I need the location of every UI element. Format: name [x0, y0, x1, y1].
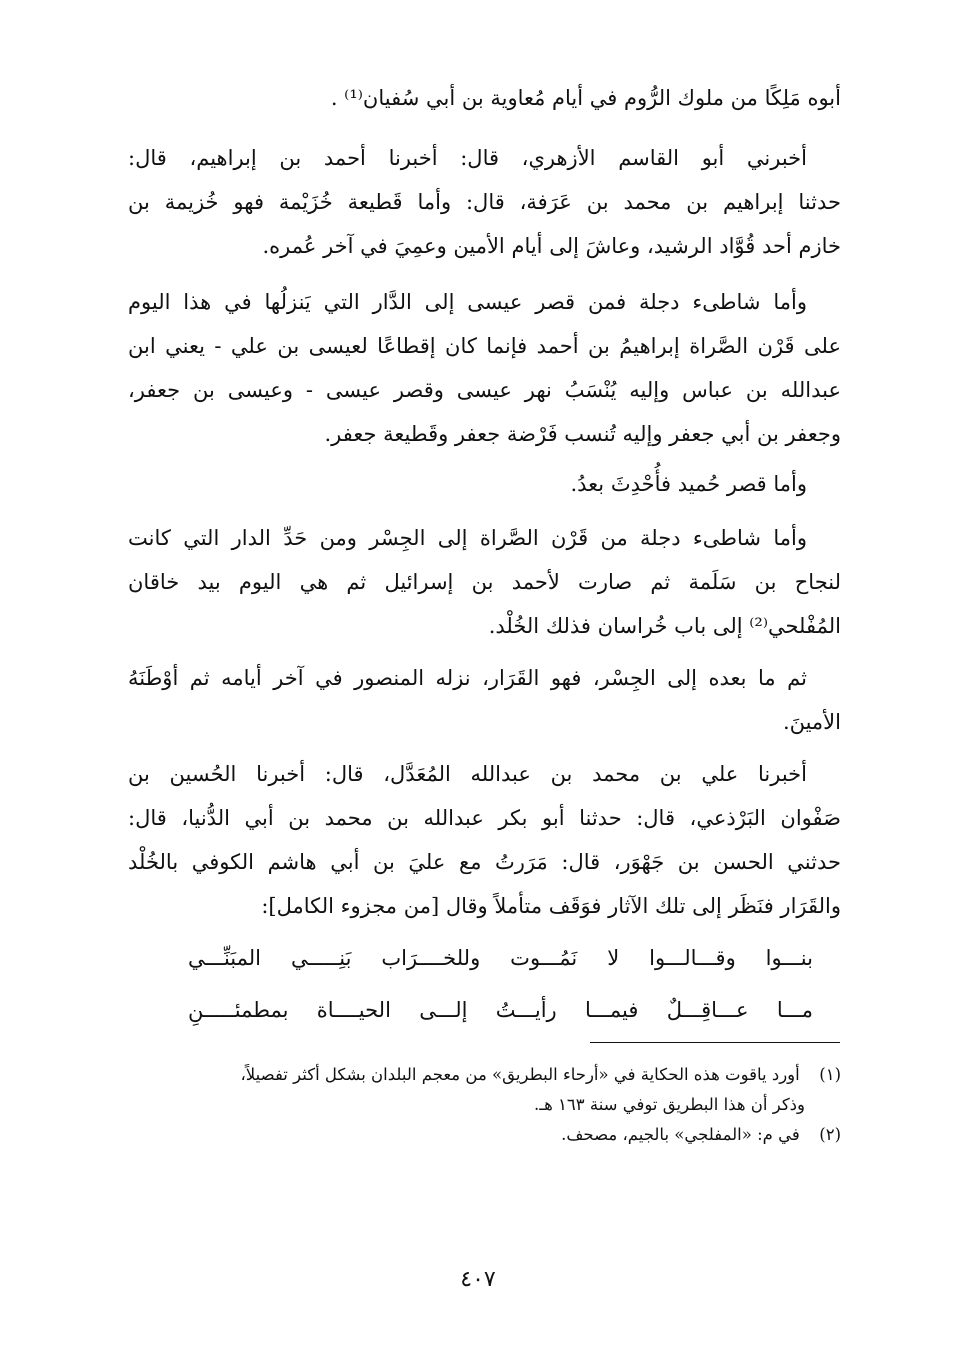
text-line: الأمينَ.	[782, 710, 841, 734]
text-line: لنجاح بن سَلَمة ثم صارت لأحمد بن إسرائيل ثم هي اليوم بيد خاقان	[128, 570, 841, 594]
text-line: على قَرْن الصَّراة إبراهيمُ بن أحمد فإنما كان إقطاعًا لعيسى بن علي - يعني ابن	[128, 334, 841, 358]
text-line: أخبرنا علي بن محمد بن عبدالله المُعَدَّل، قال: أخبرنا الحُسين بن	[128, 762, 807, 786]
footnote-number: (٢)	[819, 1125, 841, 1144]
page-number: ٤٠٧	[460, 1267, 496, 1292]
footnote-number: (١)	[819, 1065, 841, 1084]
footnote-1	[128, 1060, 841, 1090]
text-line: وجعفر بن أبي جعفر وإليه تُنسب فَرْضة جعفر وقَطيعة جعفر.	[324, 422, 841, 446]
text-line: وأما شاطىء دجلة من قَرْن الصَّراة إلى الجِسْر ومن حَدِّ الدار التي كانت	[128, 526, 807, 550]
footnote-separator	[590, 1042, 840, 1043]
text-line: أخبرني أبو القاسم الأزهري، قال: أخبرنا أحمد بن إبراهيم، قال:	[128, 146, 807, 170]
text-line: حدثنا إبراهيم بن محمد بن عَرَفة، قال: وأما قَطيعة خُزَيْمة فهو خُزيمة بن	[128, 190, 841, 214]
text-line: والقَرَار فنَظَر إلى تلك الآثار فوَقَف متأملاً وقال [من مجزوء الكامل]:	[261, 894, 841, 918]
text-line: المُفْلحي⁽²⁾ إلى باب خُراسان فذلك الخُلْد.	[488, 614, 841, 638]
poem-verse: مـــا عـــاقِـــلٌ فيمـــا رأيـــتُ إلـــى الحيــــاة بمطمئـــــنِ	[188, 998, 813, 1022]
footnote-1-continuation: وذكر أن هذا البطريق توفي سنة ١٦٣ هـ.	[533, 1095, 805, 1114]
footnote-text: في م: «المفلجي» بالجيم، مصحف.	[561, 1125, 800, 1144]
footnote-text: أورد ياقوت هذه الحكاية في «أرحاء البطريق» من معجم البلدان بشكل أكثر تفصيلاً،	[240, 1065, 800, 1084]
text-line: خازم أحد قُوَّاد الرشيد، وعاشَ إلى أيام الأمين وعمِيَ في آخر عُمره.	[262, 234, 841, 258]
text-line: صَفْوان البَرْذعي، قال: حدثنا أبو بكر عبدالله بن محمد بن أبي الدُّنيا، قال:	[128, 806, 841, 830]
text-line: أبوه مَلِكًا من ملوك الرُّوم في أيام مُعاوية بن أبي سُفيان⁽¹⁾ .	[330, 86, 841, 110]
text-line: ثم ما بعده إلى الجِسْر، فهو القَرَار، نزله المنصور في آخر أيامه ثم أوْطَنَهُ	[128, 666, 807, 690]
poem-verse: بنـــوا وقـــالـــوا لا نَمُـــوت وللخــــرَاب بَنِـــــي المبَنِّـــي	[188, 946, 813, 970]
footnote-2	[128, 1120, 841, 1150]
text-line: وأما قصر حُميد فأُحْدِثَ بعدُ.	[570, 472, 807, 496]
text-line: حدثني الحسن بن جَهْوَر، قال: مَرَرتُ مع عليَ بن أبي هاشم الكوفي بالخُلْد	[128, 850, 841, 874]
text-line: وأما شاطىء دجلة فمن قصر عيسى إلى الدَّار التي يَنزلُها في هذا اليوم	[128, 290, 807, 314]
text-line: عبدالله بن عباس وإليه يُنْسَبُ نهر عيسى وقصر عيسى - وعيسى بن جعفر،	[128, 378, 841, 402]
